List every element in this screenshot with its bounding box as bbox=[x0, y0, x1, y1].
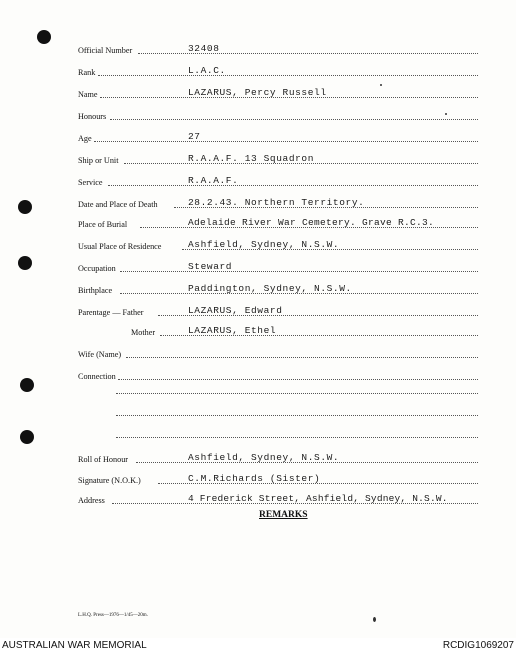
row-death bbox=[78, 196, 478, 210]
value-age: 27 bbox=[188, 131, 201, 142]
dotted-line bbox=[126, 357, 478, 358]
footer-record-id: RCDIG1069207 bbox=[442, 640, 514, 651]
value-death: 28.2.43. Northern Territory. bbox=[188, 197, 365, 208]
punch-hole-4 bbox=[20, 430, 34, 444]
punch-hole-3 bbox=[20, 378, 34, 392]
row-age bbox=[78, 130, 478, 144]
dotted-line bbox=[120, 271, 478, 272]
row-rank bbox=[78, 64, 478, 78]
punch-hole-2 bbox=[18, 256, 32, 270]
label-wife: Wife (Name) bbox=[78, 350, 122, 359]
footer-institution: AUSTRALIAN WAR MEMORIAL bbox=[2, 640, 147, 651]
footer-bar bbox=[0, 638, 516, 654]
remarks-heading: REMARKS bbox=[259, 510, 308, 520]
label-birthplace: Birthplace bbox=[78, 286, 113, 295]
punch-hole-1 bbox=[18, 200, 32, 214]
value-residence: Ashfield, Sydney, N.S.W. bbox=[188, 239, 340, 250]
row-occupation bbox=[78, 260, 478, 274]
label-residence: Usual Place of Residence bbox=[78, 242, 162, 251]
row-connection bbox=[78, 368, 478, 382]
value-service: R.A.A.F. bbox=[188, 175, 239, 186]
dotted-line bbox=[98, 75, 478, 76]
value-official-number: 32408 bbox=[188, 43, 220, 54]
connection-line-2 bbox=[116, 393, 478, 394]
row-roll-of-honour bbox=[78, 451, 478, 465]
connection-line-4 bbox=[116, 437, 478, 438]
label-signature: Signature (N.O.K.) bbox=[78, 476, 141, 485]
row-father bbox=[78, 304, 478, 318]
row-mother bbox=[78, 324, 478, 338]
row-residence bbox=[78, 238, 478, 252]
value-roll-of-honour: Ashfield, Sydney, N.S.W. bbox=[188, 452, 340, 463]
label-service: Service bbox=[78, 178, 103, 187]
row-name bbox=[78, 86, 478, 100]
row-wife bbox=[78, 346, 478, 360]
row-honours bbox=[78, 108, 478, 122]
row-birthplace bbox=[78, 282, 478, 296]
label-death: Date and Place of Death bbox=[78, 200, 158, 209]
dotted-line bbox=[94, 141, 478, 142]
label-mother: Mother bbox=[131, 328, 156, 337]
dotted-line bbox=[118, 379, 478, 380]
row-official-number bbox=[78, 42, 478, 56]
label-occupation: Occupation bbox=[78, 264, 116, 273]
label-age: Age bbox=[78, 134, 92, 143]
value-burial: Adelaide River War Cemetery. Grave R.C.3. bbox=[188, 217, 435, 228]
row-burial bbox=[78, 216, 478, 230]
value-signature: C.M.Richards (Sister) bbox=[188, 473, 321, 484]
connection-line-3 bbox=[116, 415, 478, 416]
row-ship-or-unit bbox=[78, 152, 478, 166]
label-burial: Place of Burial bbox=[78, 220, 128, 229]
value-birthplace: Paddington, Sydney, N.S.W. bbox=[188, 283, 352, 294]
value-father: LAZARUS, Edward bbox=[188, 305, 283, 316]
dotted-line bbox=[108, 185, 478, 186]
label-roll-of-honour: Roll of Honour bbox=[78, 455, 129, 464]
value-ship-or-unit: R.A.A.F. 13 Squadron bbox=[188, 153, 315, 164]
value-name: LAZARUS, Percy Russell bbox=[188, 87, 327, 98]
label-official-number: Official Number bbox=[78, 46, 133, 55]
row-service bbox=[78, 174, 478, 188]
row-signature bbox=[78, 472, 478, 486]
label-ship-or-unit: Ship or Unit bbox=[78, 156, 119, 165]
ink-speck bbox=[373, 617, 376, 622]
label-rank: Rank bbox=[78, 68, 96, 77]
label-honours: Honours bbox=[78, 112, 107, 121]
print-code: L.H.Q. Press—1976—1/45—20m. bbox=[78, 613, 148, 618]
label-father: Parentage — Father bbox=[78, 308, 144, 317]
value-rank: L.A.C. bbox=[188, 65, 226, 76]
value-occupation: Steward bbox=[188, 261, 233, 272]
label-name: Name bbox=[78, 90, 98, 99]
label-connection: Connection bbox=[78, 372, 116, 381]
dotted-line bbox=[110, 119, 478, 120]
value-mother: LAZARUS, Ethel bbox=[188, 325, 277, 336]
punch-hole-top bbox=[37, 30, 51, 44]
label-address: Address bbox=[78, 496, 105, 505]
row-address bbox=[78, 492, 478, 506]
value-address: 4 Frederick Street, Ashfield, Sydney, N.S.W. bbox=[188, 493, 448, 504]
